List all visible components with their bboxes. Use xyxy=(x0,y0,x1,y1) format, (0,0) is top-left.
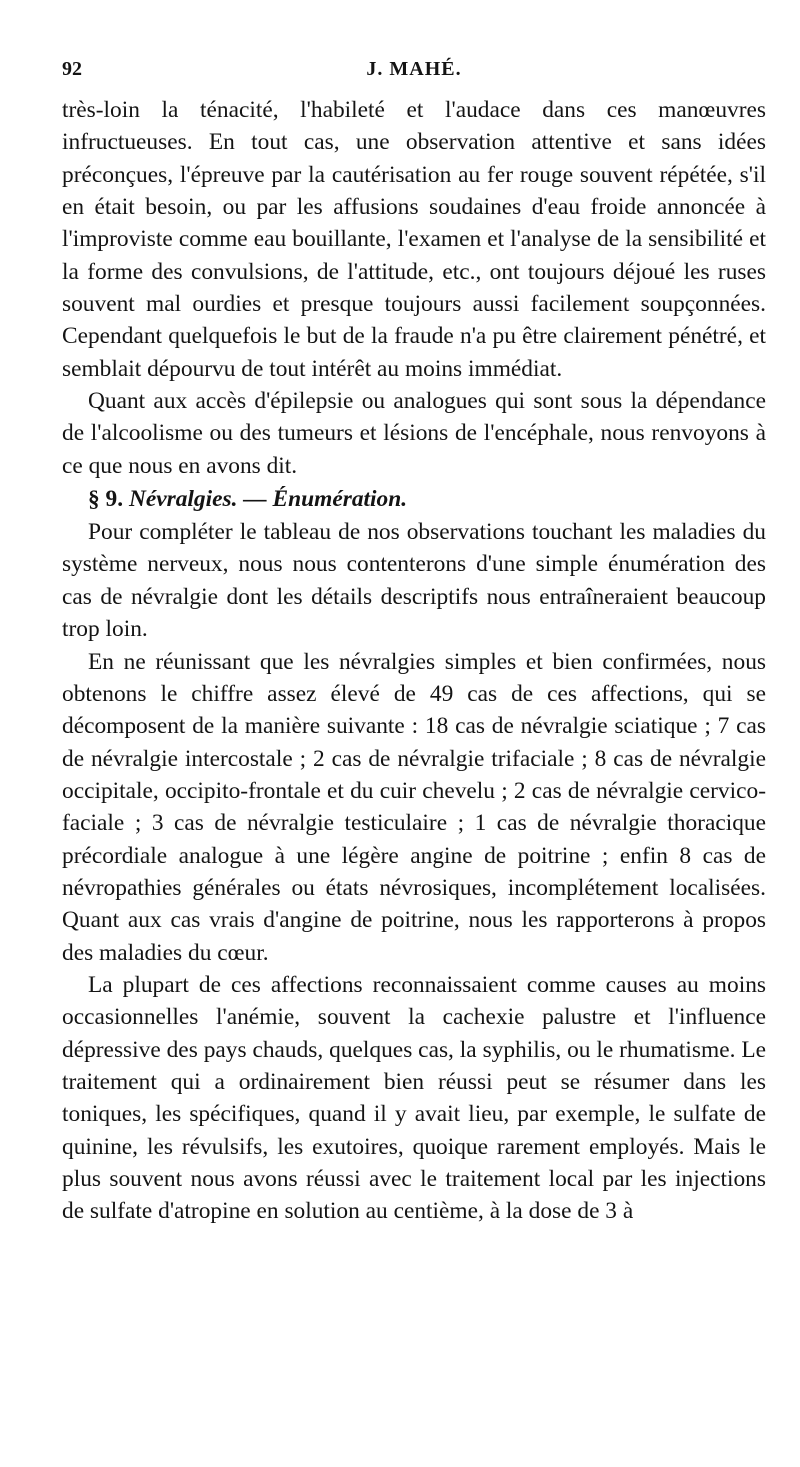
section-heading xyxy=(62,482,766,516)
paragraph-continued: très-loin la ténacité, l'habileté et l'audace dans ces manœuvres infructueuses. En tout cas, une observation attentive et sans idées préconçues, l'épreuve par la cautérisation au fer rouge souvent répétée, s'il en était besoin, ou par les affusions soudaines d'eau froide annoncée à l'improviste comme eau bouillante, l'examen et l'analyse de la sensibilité et la forme des convulsions, de l'attitude, etc., ont toujours déjoué les ruses souvent mal ourdies et presque toujours aussi facilement soupçonnées. Cependant quelquefois le but de la fraude n'a pu être clairement pénétré, et semblait dépourvu de tout intérêt au moins immédiat. xyxy=(62,97,766,382)
running-head-title: J. MAHÉ. xyxy=(366,58,462,80)
section-number: § 9. xyxy=(88,486,124,513)
paragraph: Quant aux accès d'épilepsie ou analogues qui sont sous la dépendance de l'alcoolisme ou des tumeurs et lésions de l'encéphale, nous renvoyons à ce que nous en avons dit. xyxy=(62,388,766,479)
paragraph: Pour compléter le tableau de nos observations touchant les maladies du système nerveux, nous nous contenterons d'une simple énumération des cas de névralgie dont les détails descriptifs nous entraîneraient beaucoup trop loin. xyxy=(62,519,766,643)
section-title: Névralgies. — Énumération. xyxy=(128,486,408,513)
paragraph: En ne réunissant que les névralgies simples et bien confirmées, nous obtenons le chiffre assez élevé de 49 cas de ces affections, qui se décomposent de la manière suivante : 18 cas de névralgie sciatique ; 7 cas de névralgie intercostale ; 2 cas de névralgie trifaciale ; 8 cas de névralgie occipitale, occipito-frontale et du cuir chevelu ; 2 cas de névralgie cervico-faciale ; 3 cas de névralgie testiculaire ; 1 cas de névralgie thoracique précordiale analogue à une légère angine de poitrine ; enfin 8 cas de névropathies générales ou états névrosiques, incomplétement localisées. Quant aux cas vrais d'angine de poitrine, nous les rapporterons à propos des maladies du cœur. xyxy=(62,648,766,966)
page-number: 92 xyxy=(62,58,82,80)
paragraph: La plupart de ces affections reconnaissaient comme causes au moins occasionnelles l'anémie, souvent la cachexie palustre et l'influence dépressive des pays chauds, quelques cas, la syphilis, ou le rhumatisme. Le traitement qui a ordinairement bien réussi peut se résumer dans les toniques, les spécifiques, quand il y avait lieu, par exemple, le sulfate de quinine, les révulsifs, les exutoires, quoique rarement employés. Mais le plus souvent nous avons réussi avec le traitement local par les injections de sulfate d'atropine en solution au centième, à la dose de 3 à xyxy=(62,971,766,1225)
body-text xyxy=(62,94,766,1228)
running-head xyxy=(62,54,766,94)
